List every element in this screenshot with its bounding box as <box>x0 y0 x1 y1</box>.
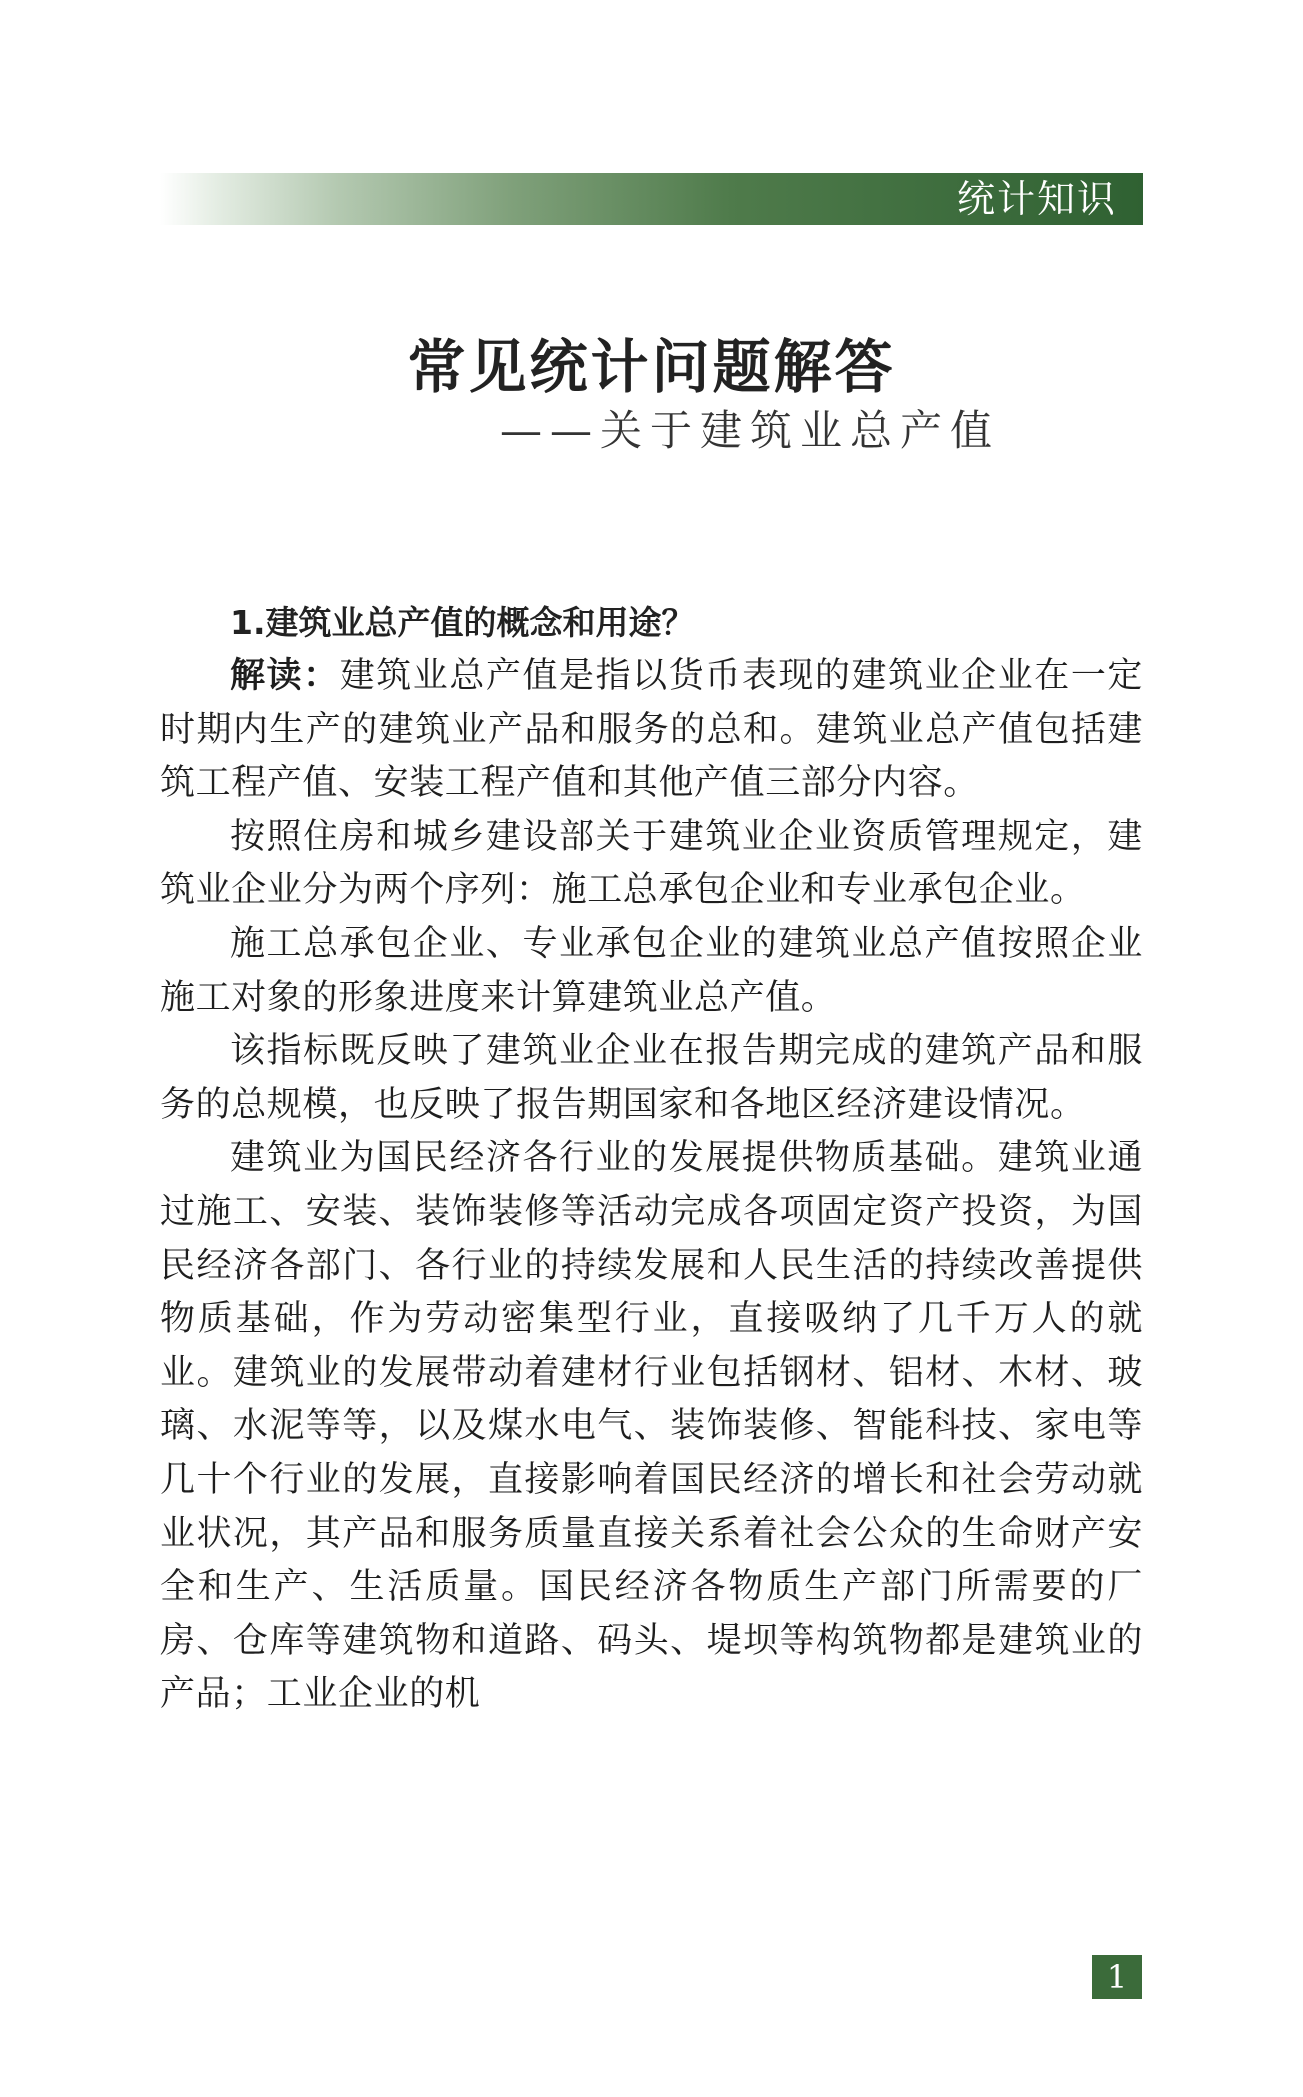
answer-label: 解读： <box>230 656 340 696</box>
page-number: 1 <box>1092 1955 1142 1999</box>
body-paragraph: 施工总承包企业、专业承包企业的建筑业总产值按照企业施工对象的形象进度来计算建筑业总产值。 <box>160 923 1143 1018</box>
body-paragraph: 建筑业为国民经济各行业的发展提供物质基础。建筑业通过施工、安装、装饰装修等活动完成各项固定资产投资，为国民经济各部门、各行业的持续发展和人民生活的持续改善提供物质基础，作为劳动密集型行业，直接吸纳了几千万人的就业。建筑业的发展带动着建材行业包括钢材、铝材、木材、玻璃、水泥等等，以及煤水电气、装饰装修、智能科技、家电等几十个行业的发展，直接影响着国民经济的增长和社会劳动就业状况，其产品和服务质量直接关系着社会公众的生命财产安全和生产、生活质量。国民经济各物质生产部门所需要的厂房、仓库等建筑物和道路、码头、堤坝等构筑物都是建筑业的产品；工业企业的机 <box>160 1138 1143 1715</box>
page-title: 常见统计问题解答 <box>407 333 896 401</box>
section-label: 统计知识 <box>956 177 1117 221</box>
answer-text: 建筑业总产值是指以货币表现的建筑业企业在一定时期内生产的建筑业产品和服务的总和。建筑业总产值包括建筑工程产值、安装工程产值和其他产值三部分内容。 <box>160 656 1144 804</box>
question-heading: 1.建筑业总产值的概念和用途？ <box>230 603 695 642</box>
article-body <box>160 596 1143 1722</box>
body-paragraph: 按照住房和城乡建设部关于建筑业企业资质管理规定，建筑业企业分为两个序列：施工总承包企业和专业承包企业。 <box>160 816 1143 911</box>
body-paragraph: 该指标既反映了建筑业企业在报告期完成的建筑产品和服务的总规模，也反映了报告期国家和各地区经济建设情况。 <box>160 1031 1143 1125</box>
section-banner <box>160 173 1143 225</box>
page-subtitle: ——关于建筑业总产值 <box>500 406 1001 455</box>
answer-paragraph <box>160 650 1143 811</box>
